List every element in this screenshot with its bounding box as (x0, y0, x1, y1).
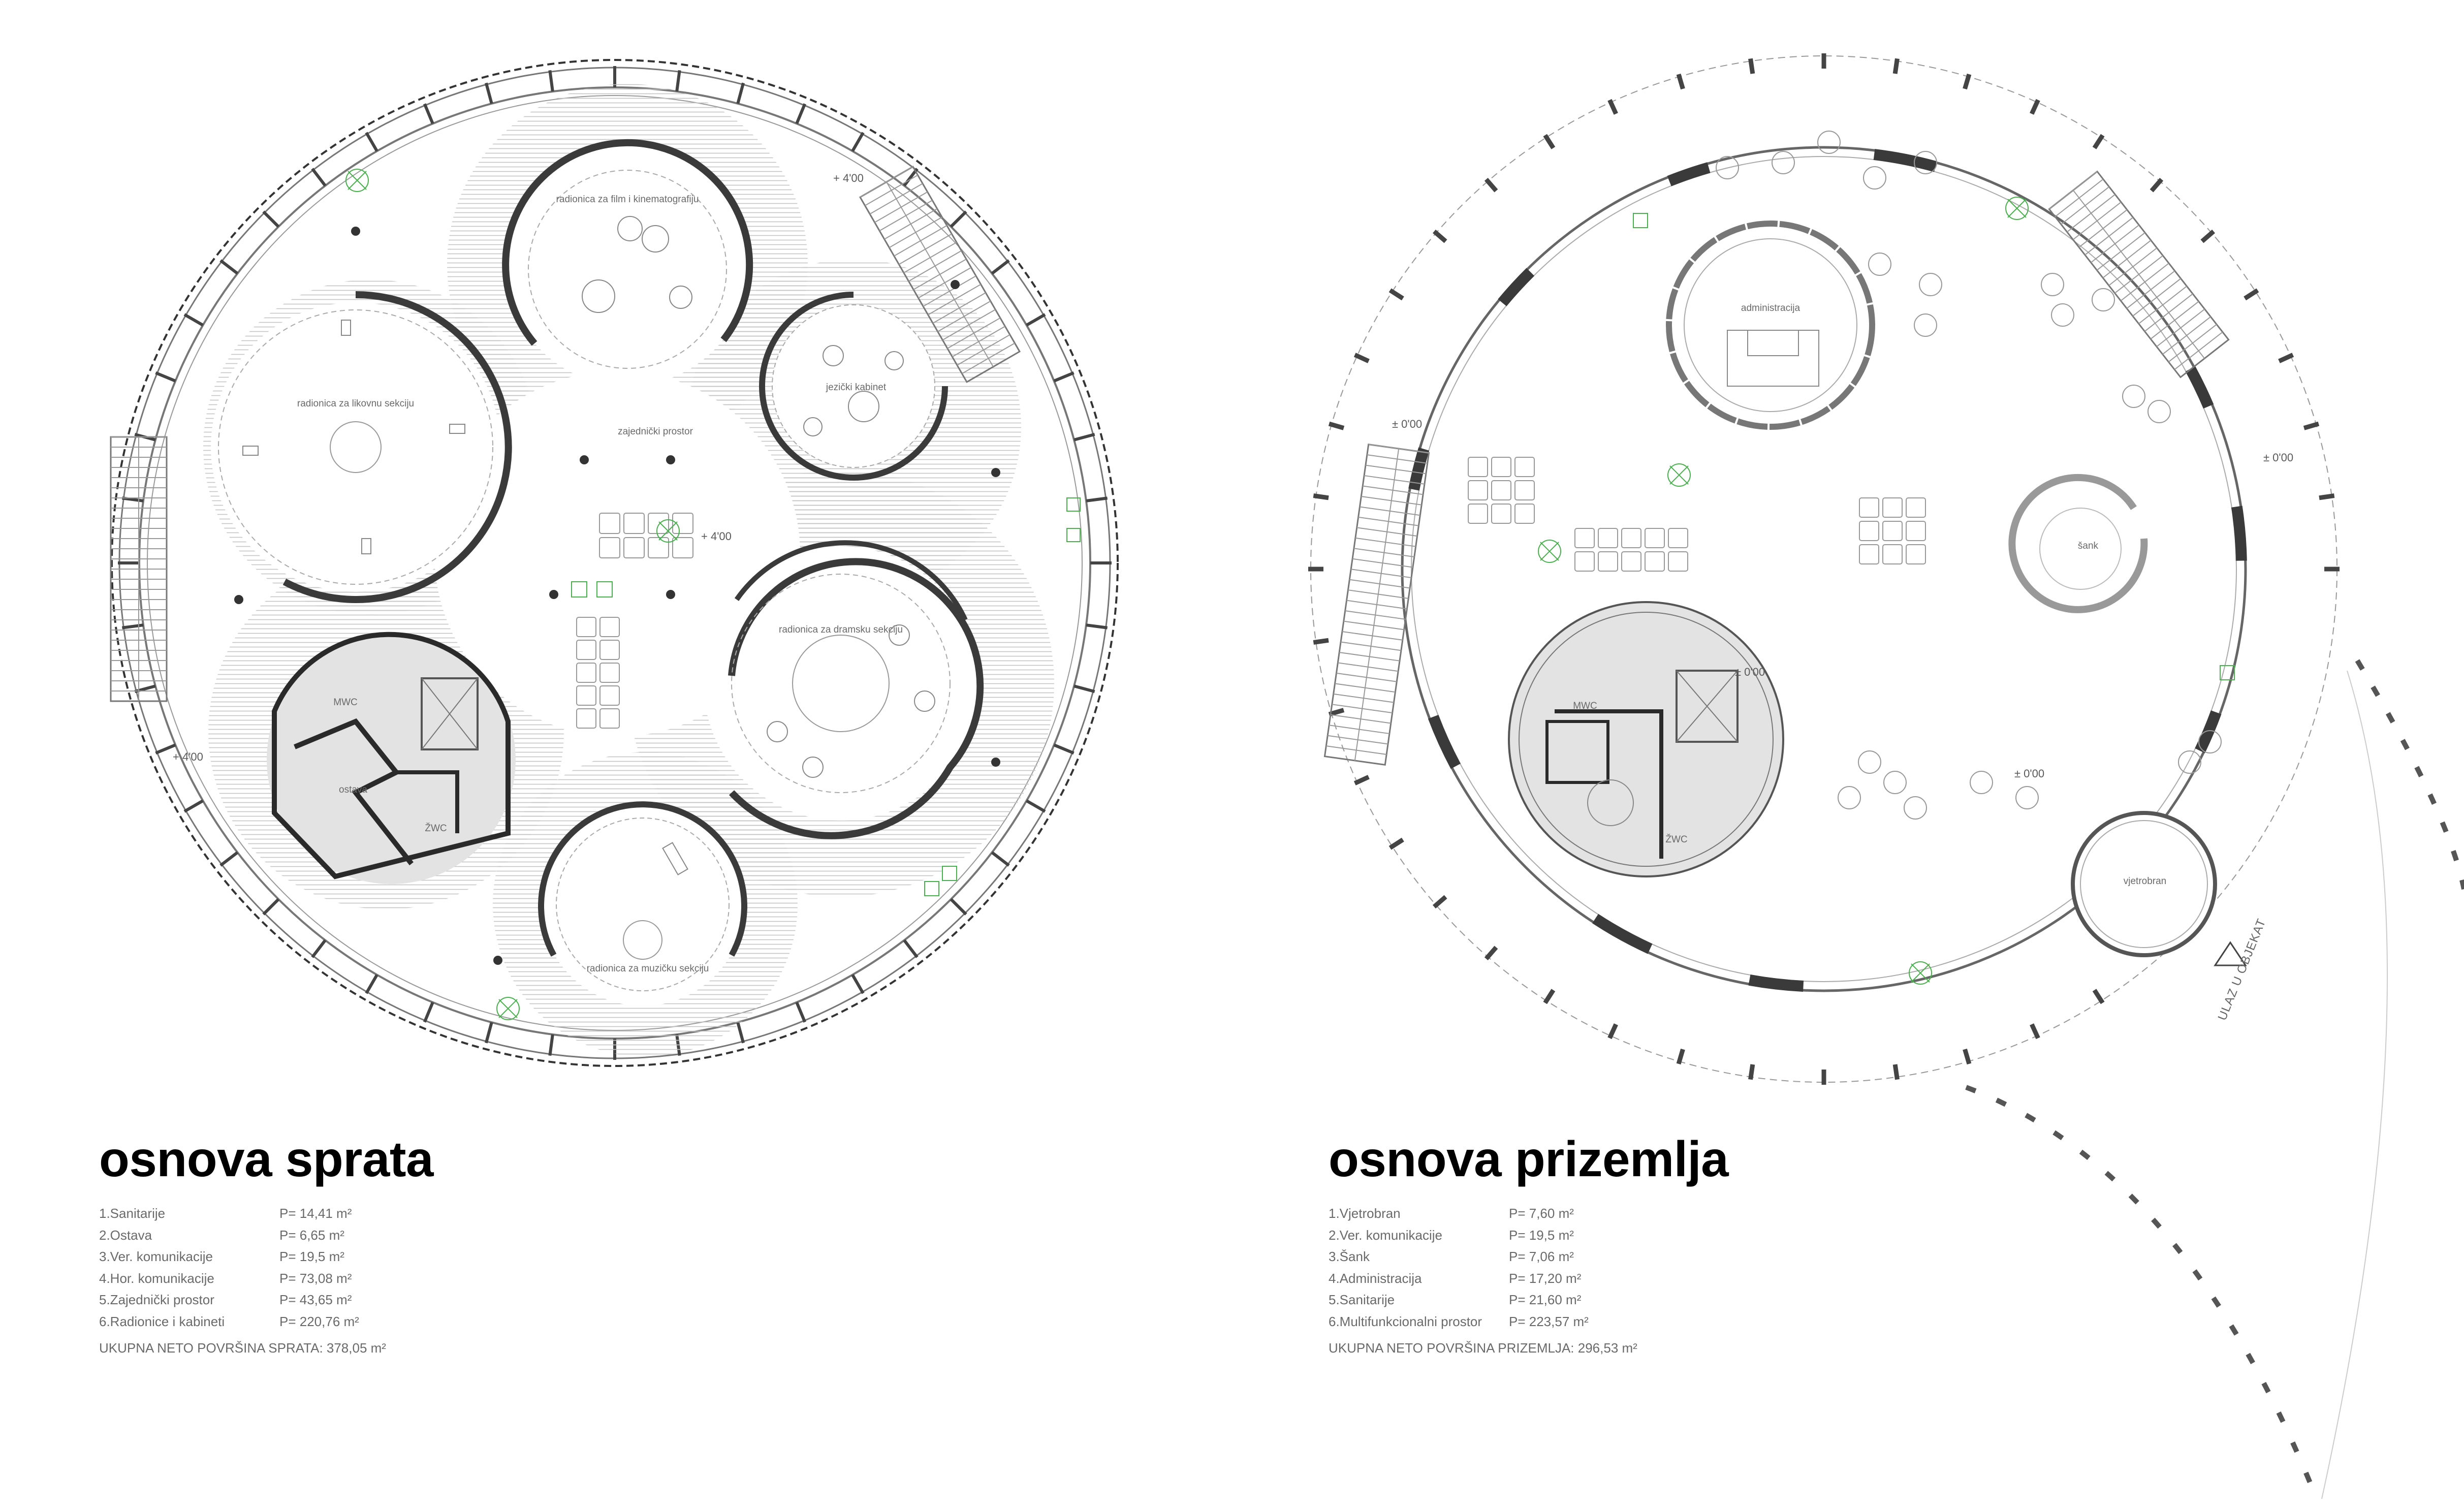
label-room-common: zajednički prostor (618, 426, 693, 437)
facade-column (1074, 686, 1095, 692)
label-room-language: jezički kabinet (826, 382, 887, 393)
area-row (99, 1246, 386, 1268)
label-room-zwc-upper: ŽWC (425, 823, 447, 834)
bollard (1545, 990, 1553, 1003)
area-name: 4.Hor. komunikacije (99, 1270, 214, 1286)
table (1515, 457, 1534, 477)
table (1468, 504, 1488, 523)
table (1598, 552, 1618, 571)
level-mark-upper-3: + 4'00 (173, 750, 203, 763)
chair (2016, 787, 2038, 809)
area-name: 2.Ostava (99, 1227, 152, 1243)
facade-column (1054, 745, 1074, 753)
bollard (1965, 1049, 1969, 1064)
label-room-mwc-upper: MWC (333, 697, 358, 708)
facade-column (122, 625, 143, 627)
label-room-drama: radionica za dramsku sekciju (779, 624, 903, 635)
table (1492, 457, 1511, 477)
wall-segment (2237, 507, 2241, 560)
table (1883, 545, 1902, 564)
bollard (1679, 74, 1683, 89)
facade-column (312, 169, 326, 185)
area-name: 6.Multifunkcionalni prostor (1329, 1313, 1482, 1329)
facade-column (1086, 498, 1108, 500)
facade-column (155, 373, 175, 381)
wall-segment (1749, 980, 1803, 986)
area-name: 4.Administracija (1329, 1270, 1422, 1286)
chair (1884, 771, 1906, 794)
facade-column (951, 899, 966, 915)
area-name: 6.Radionice i kabineti (99, 1313, 225, 1329)
bollard (1609, 100, 1616, 114)
area-value: P= 73,08 m² (279, 1270, 352, 1286)
label-room-mwc-ground: MWC (1573, 701, 1597, 711)
area-row (1329, 1203, 1637, 1224)
upper-sanitary-core (267, 635, 516, 884)
ground-total-area: UKUPNA NETO POVRŠINA PRIZEMLJA: 296,53 m² (1329, 1340, 1637, 1356)
chair (1863, 167, 1886, 189)
facade-column (797, 104, 805, 123)
facade-column (122, 498, 143, 500)
area-value: P= 7,06 m² (1509, 1249, 1574, 1264)
facade-column (486, 83, 492, 104)
area-row (1329, 1268, 1637, 1290)
area-value: P= 21,60 m² (1509, 1292, 1582, 1307)
bollard (1434, 897, 1446, 907)
chair (1904, 797, 1926, 819)
bollard (2032, 1024, 2038, 1038)
table (1859, 521, 1879, 541)
entrance-path-lower (1966, 1087, 2317, 1499)
label-room-vestibule: vjetrobran (2123, 876, 2167, 887)
facade-column (1086, 625, 1108, 627)
stair-handrail (2073, 191, 2205, 359)
area-value: P= 43,65 m² (279, 1292, 352, 1307)
bollard (1390, 290, 1403, 298)
table (1468, 457, 1488, 477)
bollard (1313, 640, 1329, 642)
ground-area-table (1329, 1203, 1637, 1359)
facade-column (184, 315, 203, 325)
label-room-music: radionica za muzičku sekciju (586, 963, 709, 974)
table (1668, 528, 1688, 548)
level-mark-ground-2: ± 0'00 (2263, 451, 2294, 464)
chair (2092, 289, 2114, 311)
chair (1772, 151, 1794, 174)
area-row (99, 1268, 386, 1290)
chair (1970, 771, 1993, 794)
facade-column (738, 83, 743, 104)
label-room-art: radionica za likovnu sekciju (297, 398, 415, 409)
facade-column (1027, 801, 1045, 811)
facade-column (220, 853, 237, 866)
facade-column (992, 853, 1009, 866)
bollard (2095, 135, 2103, 148)
wall-segment (1433, 717, 1456, 766)
bollard (1965, 74, 1969, 89)
table (1883, 498, 1902, 517)
bollard (1355, 777, 1369, 783)
area-row (1329, 1246, 1637, 1268)
table (1859, 498, 1879, 517)
area-value: P= 17,20 m² (1509, 1270, 1582, 1286)
bollard (1545, 135, 1553, 148)
table (1575, 552, 1594, 571)
chair (1919, 273, 1942, 296)
facade-column (852, 975, 863, 993)
area-name: 1.Vjetrobran (1329, 1206, 1401, 1221)
facade-column (797, 1002, 805, 1022)
wall-segment (1669, 168, 1709, 181)
area-row (99, 1311, 386, 1333)
bollard (1486, 947, 1496, 959)
facade-column (1054, 373, 1074, 381)
area-row (1329, 1289, 1637, 1311)
area-name: 3.Šank (1329, 1249, 1370, 1264)
table (1515, 504, 1534, 523)
table (1906, 545, 1925, 564)
facade-column (263, 211, 278, 227)
facade-column (425, 1002, 433, 1022)
facade-column (263, 899, 278, 915)
area-value: P= 220,76 m² (279, 1313, 359, 1329)
facade-column (904, 940, 918, 957)
area-name: 5.Sanitarije (1329, 1292, 1395, 1307)
table (1668, 552, 1688, 571)
table (1492, 481, 1511, 500)
area-name: 5.Zajednički prostor (99, 1292, 214, 1307)
area-name: 2.Ver. komunikacije (1329, 1227, 1443, 1243)
area-name: 1.Sanitarije (99, 1206, 166, 1221)
facade-column (1074, 434, 1095, 440)
ground-sanitary-core (1509, 602, 1783, 876)
table (1859, 545, 1879, 564)
bollard (1355, 355, 1369, 361)
facade-column (1027, 315, 1045, 325)
wall-segment (1595, 919, 1650, 949)
facade-column (992, 261, 1009, 274)
room-administration (1669, 224, 1872, 427)
entrance-label: ULAZ U OBJEKAT (2215, 917, 2269, 1023)
table (1883, 521, 1902, 541)
chair (1914, 314, 1937, 336)
level-mark-ground-1: ± 0'00 (1392, 418, 1423, 430)
chair (1869, 253, 1891, 275)
area-row (1329, 1311, 1637, 1333)
area-value: P= 19,5 m² (1509, 1227, 1574, 1243)
table (1622, 528, 1641, 548)
bollard (1486, 179, 1496, 191)
stair-tread (2049, 172, 2097, 209)
facade-column (852, 133, 863, 151)
facade-column (738, 1022, 743, 1043)
facade-column (312, 940, 326, 957)
level-mark-upper-1: + 4'00 (833, 172, 864, 184)
bollard (1895, 58, 1897, 74)
bollard (1390, 840, 1403, 848)
bollard (1609, 1024, 1616, 1038)
facade-column (550, 70, 552, 91)
chair (1858, 751, 1881, 773)
level-mark-ground-4: ± 0'00 (2014, 767, 2045, 780)
table (1645, 552, 1664, 571)
room-film (506, 142, 749, 386)
area-value: P= 7,60 m² (1509, 1206, 1574, 1221)
chair (2051, 304, 2074, 326)
facade-column (220, 261, 237, 274)
table (1515, 481, 1534, 500)
facade-column (184, 801, 203, 811)
bollard (1751, 58, 1753, 74)
area-row (99, 1224, 386, 1246)
table (1622, 552, 1641, 571)
area-row (1329, 1224, 1637, 1246)
label-room-bar: šank (2077, 541, 2099, 551)
table (1906, 521, 1925, 541)
bollard (1679, 1049, 1683, 1064)
level-mark-upper-2: + 4'00 (701, 530, 732, 543)
table (1645, 528, 1664, 548)
facade-column (366, 975, 377, 993)
chair (2041, 273, 2064, 296)
bollard (1313, 496, 1329, 498)
chair (1818, 131, 1840, 153)
facade-column (550, 1034, 552, 1056)
bollard (2304, 424, 2319, 428)
facade-column (425, 104, 433, 123)
room-music (541, 803, 744, 1006)
facade-column (366, 133, 377, 151)
bollard (2319, 496, 2334, 498)
area-row (99, 1203, 386, 1224)
bollard (1329, 424, 1344, 428)
bollard (2202, 231, 2214, 241)
table (1575, 528, 1594, 548)
upper-floor-title: osnova sprata (99, 1131, 433, 1187)
entrance-path-inner (2322, 671, 2387, 1499)
facade-column (677, 70, 679, 91)
bollard (2245, 290, 2258, 298)
bollard (2095, 990, 2103, 1003)
area-value: P= 19,5 m² (279, 1249, 344, 1264)
chair (2148, 400, 2170, 423)
bollard (1751, 1064, 1753, 1080)
upper-area-table (99, 1203, 386, 1359)
wall-segment (1874, 154, 1936, 167)
bollard (1895, 1064, 1897, 1080)
bollard (2152, 179, 2162, 191)
table (1468, 481, 1488, 500)
facade-column (486, 1022, 492, 1043)
bollard (2279, 355, 2293, 361)
bollard (2032, 100, 2038, 114)
label-room-film: radionica za film i kinematografiju (556, 194, 699, 205)
label-room-zwc-ground: ŽWC (1665, 834, 1688, 845)
bollard (1434, 231, 1446, 241)
label-room-storage: ostava (339, 784, 367, 795)
entrance-path-right (2357, 661, 2464, 889)
ground-floor-title: osnova prizemlja (1329, 1131, 1729, 1187)
area-value: P= 223,57 m² (1509, 1313, 1589, 1329)
level-mark-ground-3: ± 0'00 (1735, 666, 1765, 678)
label-room-administration: administracija (1741, 303, 1800, 313)
table (1598, 528, 1618, 548)
chair (1838, 787, 1860, 809)
wall-segment (1502, 272, 1531, 303)
ground-stair-northeast (2049, 172, 2228, 378)
area-name: 3.Ver. komunikacije (99, 1249, 213, 1264)
upper-floor-plan (111, 60, 1118, 1066)
area-row (99, 1289, 386, 1311)
chair (2123, 385, 2145, 407)
upper-total-area: UKUPNA NETO POVRŠINA SPRATA: 378,05 m² (99, 1340, 386, 1356)
table (1906, 498, 1925, 517)
table (1492, 504, 1511, 523)
wall-segment (2190, 369, 2208, 406)
area-value: P= 14,41 m² (279, 1206, 352, 1221)
area-value: P= 6,65 m² (279, 1227, 344, 1243)
facade-column (951, 211, 966, 227)
